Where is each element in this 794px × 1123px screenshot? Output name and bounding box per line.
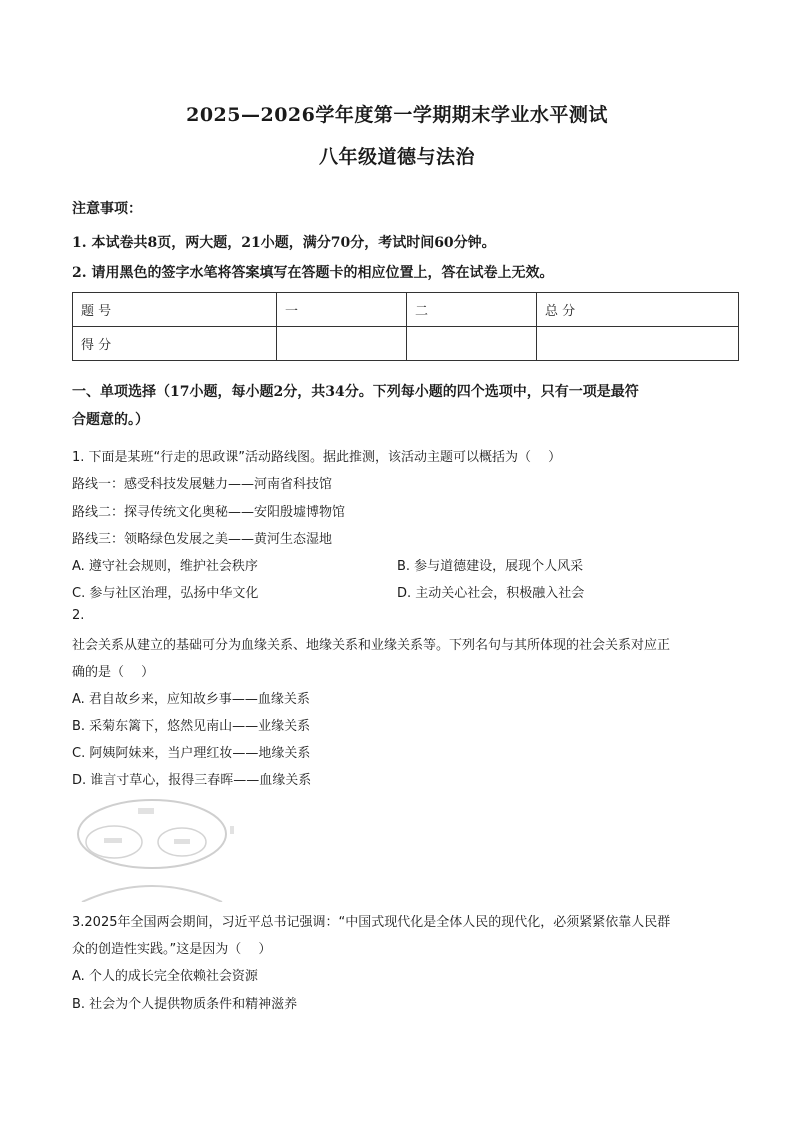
- q2-option-c: C. 阿姨阿妹来，当户理红妆——地缘关系: [72, 746, 311, 761]
- q1-option-b: B. 参与道德建设，展现个人风采: [397, 559, 584, 574]
- q2-number: 2.: [72, 608, 85, 623]
- q3-stem-line1: 3.2025年全国两会期间，习近平总书记强调：“中国式现代化是全体人民的现代化，必须紧紧依靠人民群: [72, 915, 671, 930]
- table-cell: [537, 327, 739, 361]
- q2-option-a: A. 君自故乡来，应知故乡事——血缘关系: [72, 692, 310, 707]
- faded-diagram-image: [72, 796, 242, 902]
- table-cell: 一: [277, 293, 407, 327]
- q3-stem-line2: 众的创造性实践。”这是因为（ ）: [72, 942, 272, 957]
- q1-option-a: A. 遵守社会规则，维护社会秩序: [72, 559, 258, 574]
- q3-option-a: A. 个人的成长完全依赖社会资源: [72, 969, 258, 984]
- q1-option-c: C. 参与社区治理，弘扬中华文化: [72, 586, 259, 601]
- table-cell: 二: [407, 293, 537, 327]
- notice-item-1: 1. 本试卷共8页，两大题，21小题，满分70分，考试时间60分钟。: [72, 235, 496, 251]
- table-cell: 总 分: [537, 293, 739, 327]
- section-heading-line1: 一、单项选择（17小题，每小题2分，共34分。下列每小题的四个选项中，只有一项是最符: [72, 384, 639, 400]
- table-row: [73, 293, 739, 327]
- notice-item-2: 2. 请用黑色的签字水笔将答案填写在答题卡的相应位置上，答在试卷上无效。: [72, 265, 554, 281]
- q2-option-b: B. 采菊东篱下，悠然见南山——业缘关系: [72, 719, 311, 734]
- q2-stem-line1: 社会关系从建立的基础可分为血缘关系、地缘关系和业缘关系等。下列名句与其所体现的社会关系对应正: [72, 638, 671, 653]
- score-table: [72, 292, 739, 361]
- table-cell: 题 号: [73, 293, 277, 327]
- q1-route-3: 路线三：领略绿色发展之美——黄河生态湿地: [72, 532, 333, 547]
- q1-stem: 1. 下面是某班“行走的思政课”活动路线图。据此推测，该活动主题可以概括为（ ）: [72, 450, 562, 465]
- table-cell: 得 分: [73, 327, 277, 361]
- q1-option-d: D. 主动关心社会，积极融入社会: [397, 586, 585, 601]
- exam-subtitle: 八年级道德与法治: [318, 146, 475, 168]
- table-cell: [277, 327, 407, 361]
- q3-option-b: B. 社会为个人提供物质条件和精神滋养: [72, 997, 298, 1012]
- q1-route-1: 路线一：感受科技发展魅力——河南省科技馆: [72, 477, 333, 492]
- q2-option-d: D. 谁言寸草心，报得三春晖——血缘关系: [72, 773, 312, 788]
- notice-heading: 注意事项：: [72, 201, 142, 217]
- section-heading-line2: 合题意的。）: [72, 412, 149, 428]
- table-cell: [407, 327, 537, 361]
- q2-stem-line2: 确的是（ ）: [72, 665, 155, 680]
- q1-route-2: 路线二：探寻传统文化奥秘——安阳殷墟博物馆: [72, 505, 346, 520]
- exam-title: 2025—2026学年度第一学期期末学业水平测试: [186, 104, 608, 126]
- table-row: [73, 327, 739, 361]
